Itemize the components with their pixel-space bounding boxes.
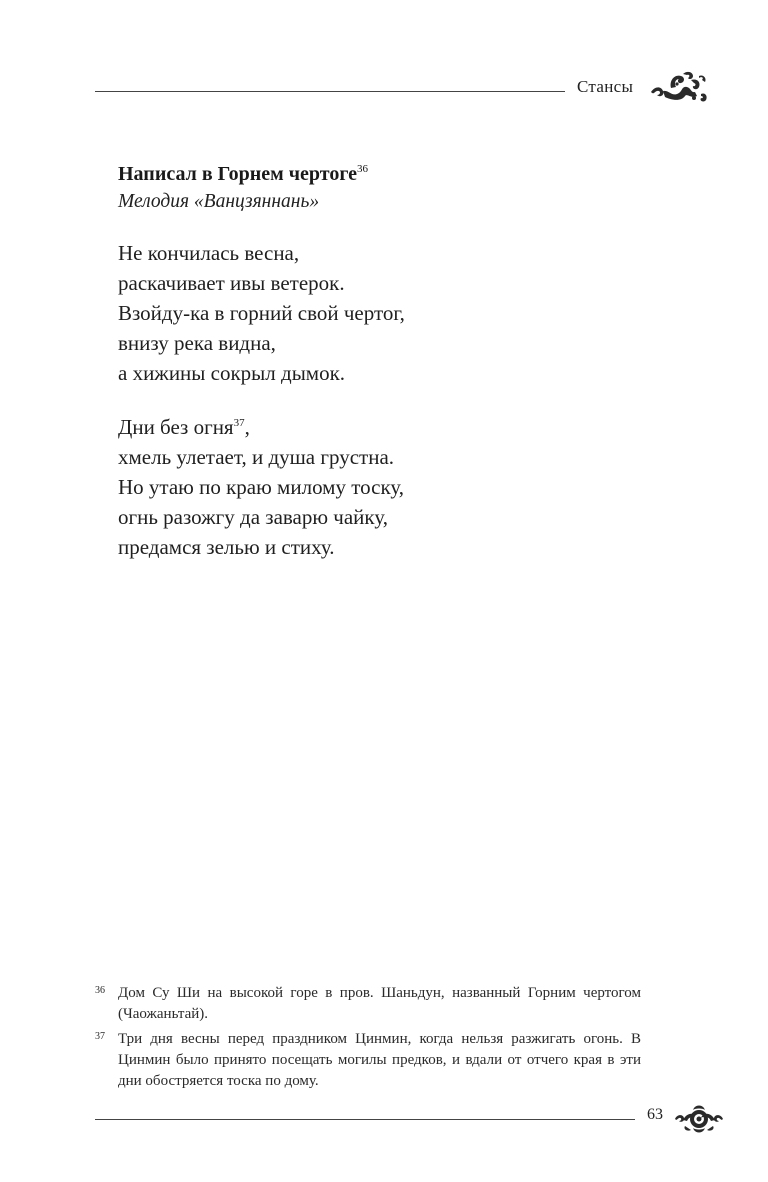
verse-line: раскачивает ивы ветерок. [118,271,345,295]
running-title: Стансы [577,77,634,96]
verse-line: Но утаю по краю милому тоску, [118,475,405,499]
verse-line: предамся зелью и стиху. [118,535,335,559]
footnote-37 [95,1029,641,1092]
header-rule [95,91,565,92]
footer-rule [95,1119,635,1120]
verse-line: а хижины сокрыл дымок. [118,361,346,385]
verse-line [118,412,678,442]
footnotes [95,983,641,1096]
footnote-36 [95,983,641,1025]
verse-line: хмель улетает, и душа грустна. [118,445,395,469]
verse-line: огнь разожгу да заварю чайку, [118,505,388,529]
verse-line: Не кончилась весна, [118,241,300,265]
footnote-text: Три дня весны перед праздником Цинмин, когда нельзя разжигать огонь. В Цинмин было принято посещать могилы предков, и вдали от отчего края в эти дни обостряется тоска по дому. [118,1031,641,1089]
verse-punctuation: , [244,415,250,439]
poem-subtitle: Мелодия «Ванцзяннань» [118,191,320,212]
poem [118,160,678,562]
running-header [95,64,725,104]
verse-line: Взойду-ка в горний свой чертог, [118,301,405,325]
cloud-scroll-ornament-icon [673,1102,725,1136]
footnote-ref-37[interactable]: 37 [233,417,245,429]
verse-text: Дни без огня [118,415,234,439]
dragon-ornament-icon [647,66,709,106]
stanza-1 [118,238,678,388]
verse-line: внизу река видна, [118,331,276,355]
footnote-number: 37 [95,1031,105,1042]
page-number: 63 [647,1106,663,1123]
poem-title-text: Написал в Горнем чертоге [118,163,358,185]
poem-title [118,160,678,188]
footnote-text: Дом Су Ши на высокой горе в пров. Шаньдун, названный Горним чертогом (Чаожаньтай). [118,985,641,1022]
footnote-ref-36[interactable]: 36 [357,163,369,175]
page-footer [95,1100,725,1140]
stanza-2 [118,412,678,562]
footnote-number: 36 [95,985,105,996]
